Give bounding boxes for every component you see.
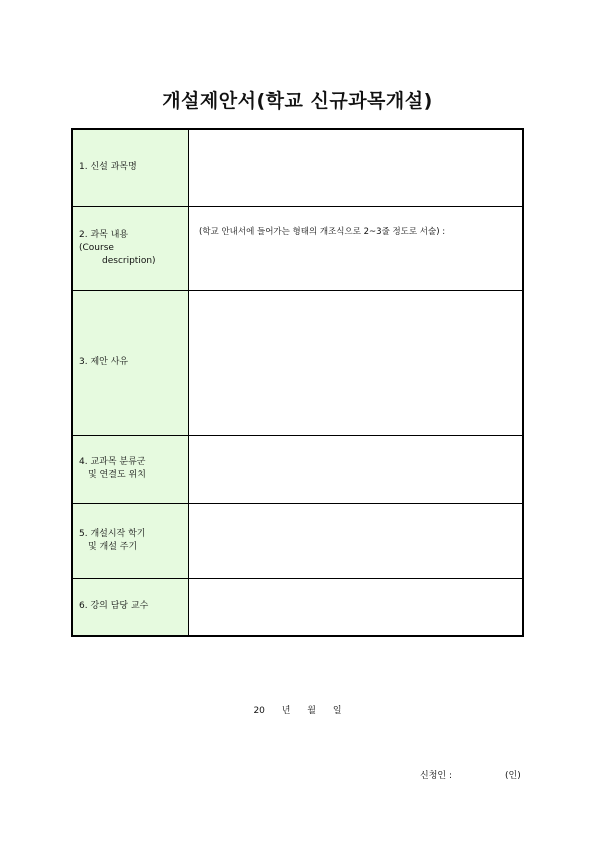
label-text: 6. 강의 담당 교수 <box>79 601 149 612</box>
applicant-label: 신청인 : <box>420 771 452 781</box>
input-classification[interactable] <box>189 435 524 503</box>
label-text: description) <box>102 255 156 266</box>
label-text: 2. 과목 내용 <box>79 229 129 240</box>
table-row-proposal-reason <box>72 290 523 435</box>
document-title: 개설제안서(학교 신규과목개설) <box>162 90 433 112</box>
label-text: 및 연결도 위치 <box>88 470 146 480</box>
label-text: (Course <box>79 242 114 253</box>
input-instructor[interactable] <box>189 578 524 636</box>
label-proposal-reason <box>72 290 189 435</box>
label-text: 5. 개설시작 학기 <box>79 528 146 539</box>
input-proposal-reason[interactable] <box>189 290 524 435</box>
description-hint-text: (학교 안내서에 들어가는 형태의 개조식으로 2~3줄 정도로 서술) : <box>199 226 446 237</box>
input-course-name[interactable] <box>189 129 524 206</box>
label-course-description <box>72 206 189 290</box>
table-row-course-description <box>72 206 523 290</box>
label-instructor <box>72 578 189 636</box>
table-row-start-semester <box>72 503 523 578</box>
input-start-semester[interactable] <box>189 503 524 578</box>
seal-label: (인) <box>505 771 521 781</box>
table-row-course-name <box>72 129 523 206</box>
label-text: 1. 신설 과목명 <box>79 162 137 173</box>
label-text: 3. 제안 사유 <box>79 357 129 367</box>
label-course-name <box>72 129 189 206</box>
label-text: 및 개설 주기 <box>88 541 138 552</box>
proposal-form-table <box>71 128 524 637</box>
date-line: 20 년 월 일 <box>253 706 342 716</box>
table-row-instructor <box>72 578 523 636</box>
label-text: 4. 교과목 분류군 <box>79 457 146 467</box>
label-classification <box>72 435 189 503</box>
table-row-classification <box>72 435 523 503</box>
label-start-semester <box>72 503 189 578</box>
input-course-description[interactable] <box>189 206 524 290</box>
